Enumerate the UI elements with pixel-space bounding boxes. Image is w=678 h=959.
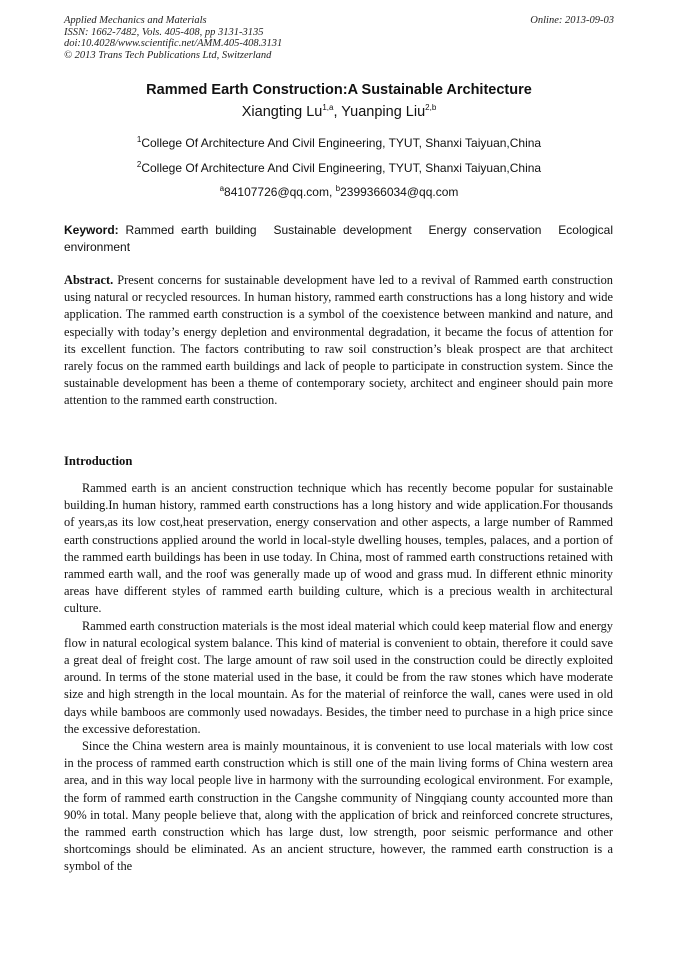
affiliation-text: College Of Architecture And Civil Engineering, TYUT, Shanxi Taiyuan,China [141,161,542,175]
keyword-item: Ecological environment [64,223,613,254]
email-separator: , [328,185,336,199]
journal-name: Applied Mechanics and Materials [64,15,207,26]
author-separator: , [333,104,342,120]
issn-line: ISSN: 1662-7482, Vols. 405-408, pp 3131-3135 [64,26,264,38]
journal-header [64,15,282,61]
section-heading-introduction: Introduction [64,454,133,468]
online-date: Online: 2013-09-03 [530,15,614,26]
affiliation-1 [0,136,678,150]
body-paragraph: Since the China western area is mainly mountainous, it is convenient to use local materials with low cost in the process of rammed earth construction which is still one of the main living forms of China western area area, and in this way local people live in harmony with the surrounding ecological environment. For example, the form of rammed earth construction in the Cangshe community of Ningqiang county accounted more than 90% in total. Many people believe that, along with the application of brick and reinforced concrete structures, the rammed earth construction which has large dust, low strength, poor seismic performance and other shortcomings should be eliminated. As an ancient structure, however, the rammed earth construction is a symbol of the [64,739,613,874]
email-address[interactable]: 2399366034@qq.com [340,185,459,199]
keyword-item: Sustainable development [273,223,412,237]
doi-line[interactable]: doi:10.4028/www.scientific.net/AMM.405-408.3131 [64,38,283,49]
author-line [0,104,678,120]
introduction-body [64,480,613,876]
keyword-item: Rammed earth building [125,223,257,237]
email-marker: b [335,184,341,193]
affiliation-marker: 2 [136,160,142,169]
affiliation-marker: 1 [136,135,142,144]
keywords-block [64,222,613,256]
abstract-block [64,272,613,410]
keywords-label: Keyword: [64,223,119,237]
email-line [0,185,678,199]
body-paragraph: Rammed earth is an ancient construction technique which has recently become popular for sustainable building.In human history, rammed earth constructions has a long history and wide application.For thousands of years,as its low cost,heat preservation, energy conservation and other aspects, a large number of Rammed earth constructions applied around the world in local-style dwelling houses, temples, palaces, and a portion of the rammed earth buildings has been in use today. In China, most of rammed earth constructions retained with rammed earth wall, and the roof was generally made up of wood and grass mud. In different ethnic minority areas have different styles of rammed earth building culture, which is a precious wealth in architectural culture. [64,481,613,616]
author-superscript: 1,a [322,103,334,113]
abstract-text: Present concerns for sustainable development have led to a revival of Rammed earth construction using natural or recycled resources. In human history, rammed earth constructions has a long history and wide application. The rammed earth construction is a symbol of the coexistence between mankind and nature, and especially with today’s energy depletion and environmental degradation, it became the focus of attention for its excellent function. The factors contributing to raw soil construction’s bleak prospect are that architect rarely focus on the rammed earth buildings and lack of people to participate in construction system. Since the sustainable development has been a theme of contemporary society, architect and engineer should pain more attention to the rammed earth construction. [64,273,613,408]
paper-title: Rammed Earth Construction:A Sustainable Architecture [146,82,532,98]
author-name: Yuanping Liu [341,104,426,120]
affiliation-text: College Of Architecture And Civil Engineering, TYUT, Shanxi Taiyuan,China [141,136,542,150]
email-marker: a [219,184,225,193]
email-address[interactable]: 84107726@qq.com [224,185,329,199]
body-paragraph: Rammed earth construction materials is the most ideal material which could keep material flow and energy flow in natural ecological system balance. This kind of material is convenient to obtain, therefore it could save a great deal of freight cost. The large amount of raw soil used in the construction could be directly exploited around. In terms of the stone material used in the base, it could be from the raw stones which have moderate size and high strength in the local mountain. As for the material of reinforce the wall, canes were used in old days while bamboos are commonly used nowadays. Besides, the timber need to purchase in a high price since the excessive deforestation. [64,618,613,736]
keyword-item: Energy conservation [428,223,542,237]
abstract-label: Abstract. [64,273,114,287]
author-name: Xiangting Lu [241,104,323,120]
affiliation-2 [0,161,678,175]
copyright-line: © 2013 Trans Tech Publications Ltd, Switzerland [64,49,272,61]
author-superscript: 2,b [425,103,437,113]
